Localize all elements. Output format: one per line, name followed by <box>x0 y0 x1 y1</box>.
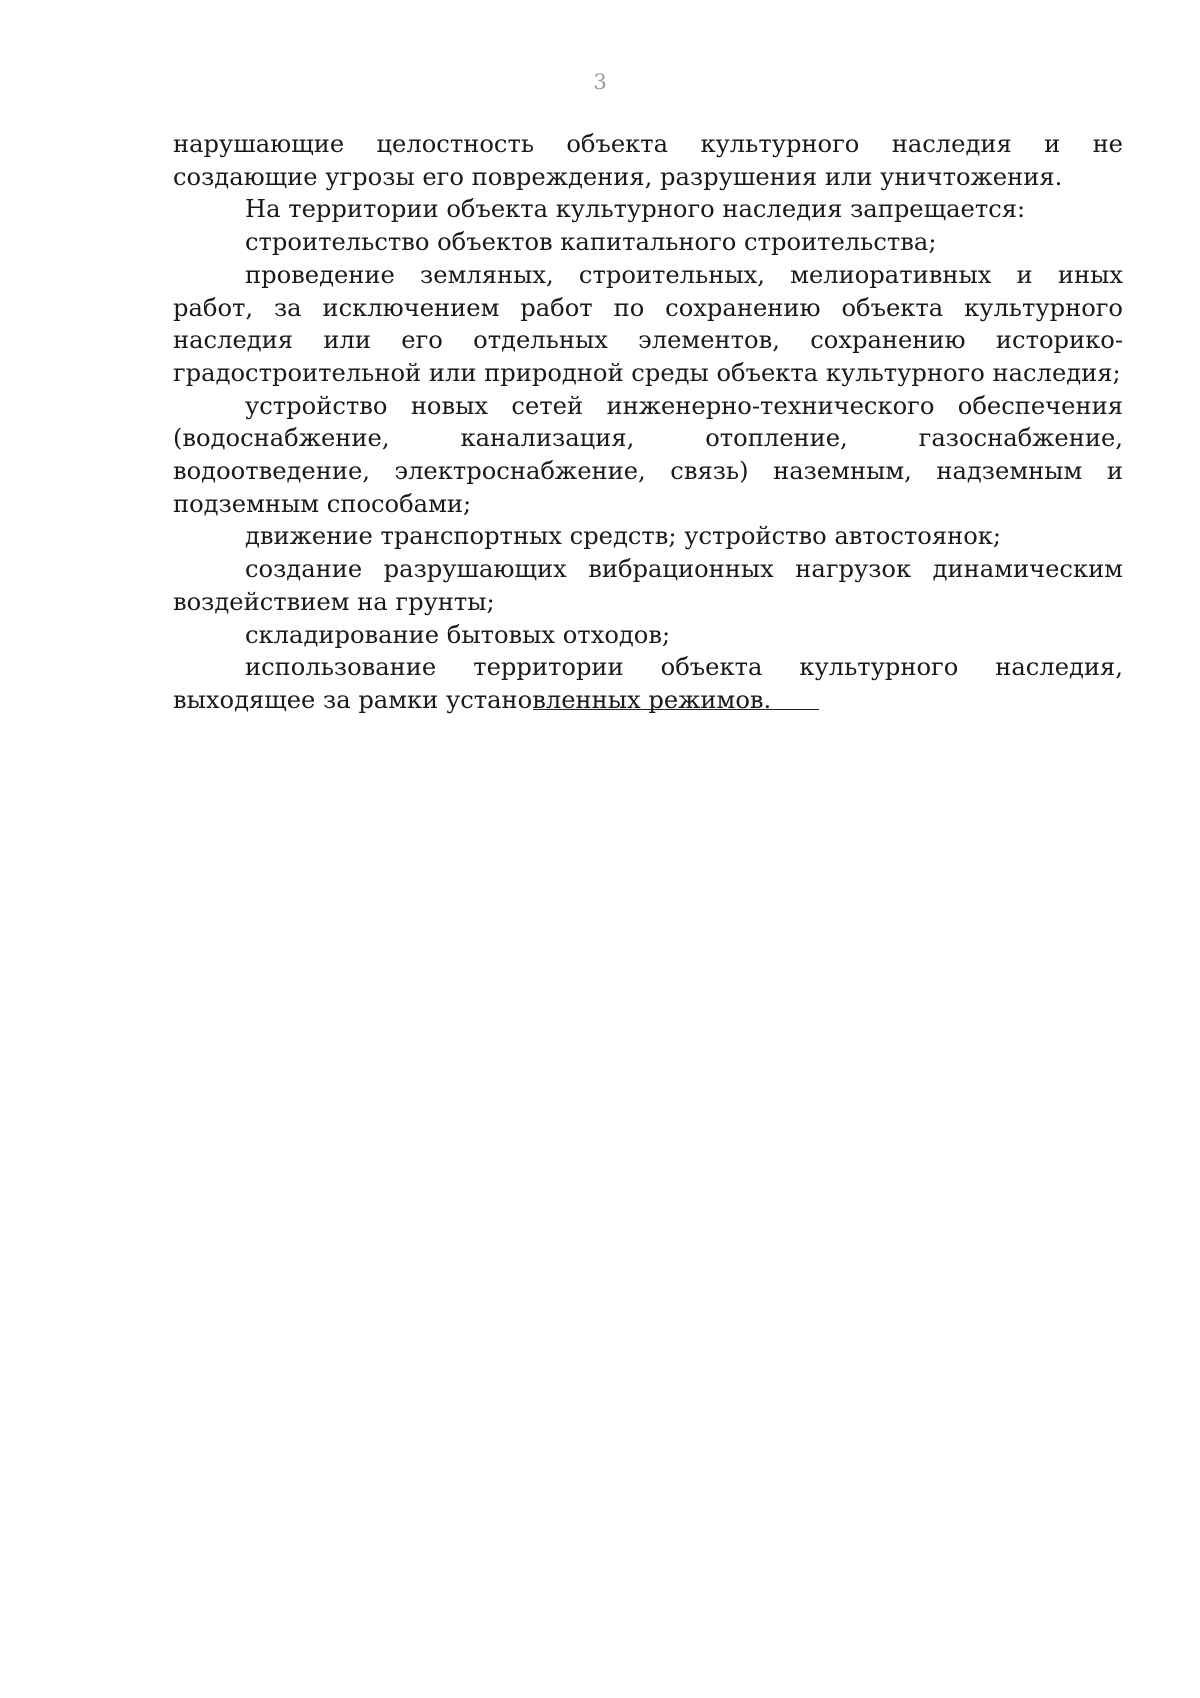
document-body <box>173 128 1123 717</box>
paragraph-territory-use: использование территории объекта культурного наследия, выходящее за рамки установленных режимов. <box>173 653 1123 714</box>
page-number: 3 <box>593 70 607 94</box>
paragraph-continuation: нарушающие целостность объекта культурного наследия и не создающие угрозы его повреждения, разрушения или уничтожения. <box>173 130 1123 191</box>
paragraph-vibration-loads: создание разрушающих вибрационных нагрузок динамическим воздействием на грунты; <box>173 555 1123 616</box>
paragraph-waste-storage: складирование бытовых отходов; <box>245 620 671 649</box>
paragraph-vehicle-traffic: движение транспортных средств; устройство автостоянок; <box>245 522 1002 551</box>
paragraph-construction: строительство объектов капитального строительства; <box>245 228 937 257</box>
paragraph-earthworks: проведение земляных, строительных, мелиоративных и иных работ, за исключением работ по сохранению объекта культурного наследия или его отдельных элементов, сохранению историко-градостроительной или природной среды объекта культурного наследия; <box>173 260 1123 387</box>
end-of-text-rule <box>533 709 819 710</box>
paragraph-engineering-networks: устройство новых сетей инженерно-технического обеспечения (водоснабжение, канализация, отопление, газоснабжение, водоотведение, электроснабжение, связь) наземным, надземным и подземным способами; <box>173 391 1123 518</box>
paragraph-prohibitions-intro: На территории объекта культурного наследия запрещается: <box>245 195 1026 224</box>
